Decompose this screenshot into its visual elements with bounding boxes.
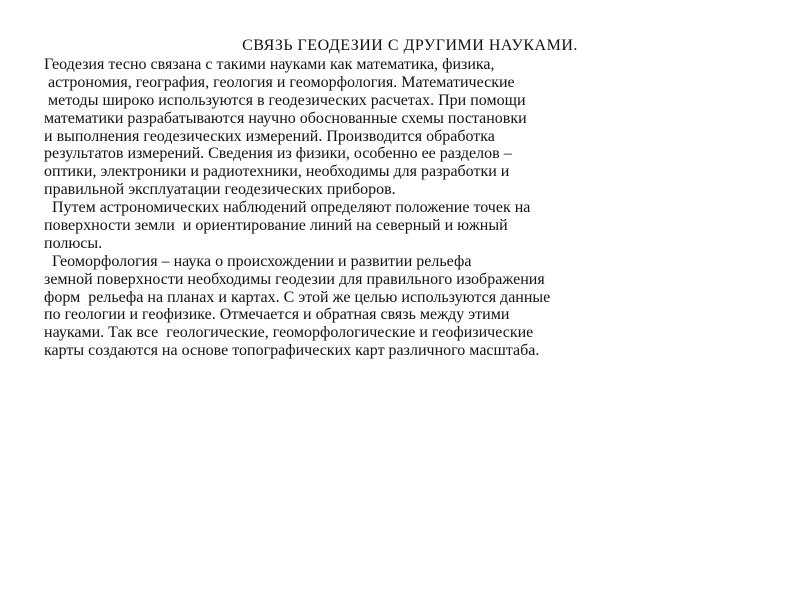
text-line: оптики, электроники и радиотехники, необходимы для разработки и [44, 163, 510, 181]
text-line: Путем астрономических наблюдений определяют положение точек на [44, 199, 531, 217]
text-line: правильной эксплуатации геодезических приборов. [44, 181, 396, 199]
text-line: по геологии и геофизике. Отмечается и обратная связь между этими [44, 306, 510, 324]
text-line: науками. Так все геологические, геоморфологические и геофизические [44, 324, 534, 342]
text-line: земной поверхности необходимы геодезии для правильного изображения [44, 270, 545, 288]
text-line: и выполнения геодезических измерений. Производится обработка [44, 127, 495, 145]
text-line: карты создаются на основе топографических карт различного масштаба. [44, 342, 540, 360]
text-line: Геоморфология – наука о происхождении и развитии рельефа [44, 252, 472, 270]
text-line: результатов измерений. Сведения из физики, особенно ее разделов – [44, 145, 512, 163]
text-line: полюсы. [44, 234, 103, 252]
text-line: математики разрабатываются научно обоснованные схемы постановки [44, 109, 527, 127]
text-line: методы широко используются в геодезических расчетах. При помощи [44, 91, 526, 109]
text-line: астрономия, география, геология и геоморфология. Математические [44, 73, 515, 91]
page-title: СВЯЗЬ ГЕОДЕЗИИ С ДРУГИМИ НАУКАМИ. [242, 37, 578, 54]
text-line: поверхности земли и ориентирование линий на северный и южный [44, 217, 508, 235]
text-line: форм рельефа на планах и картах. С этой же целью используются данные [44, 288, 551, 306]
text-line: Геодезия тесно связана с такими науками как математика, физика, [44, 56, 495, 73]
body-text [44, 56, 784, 360]
